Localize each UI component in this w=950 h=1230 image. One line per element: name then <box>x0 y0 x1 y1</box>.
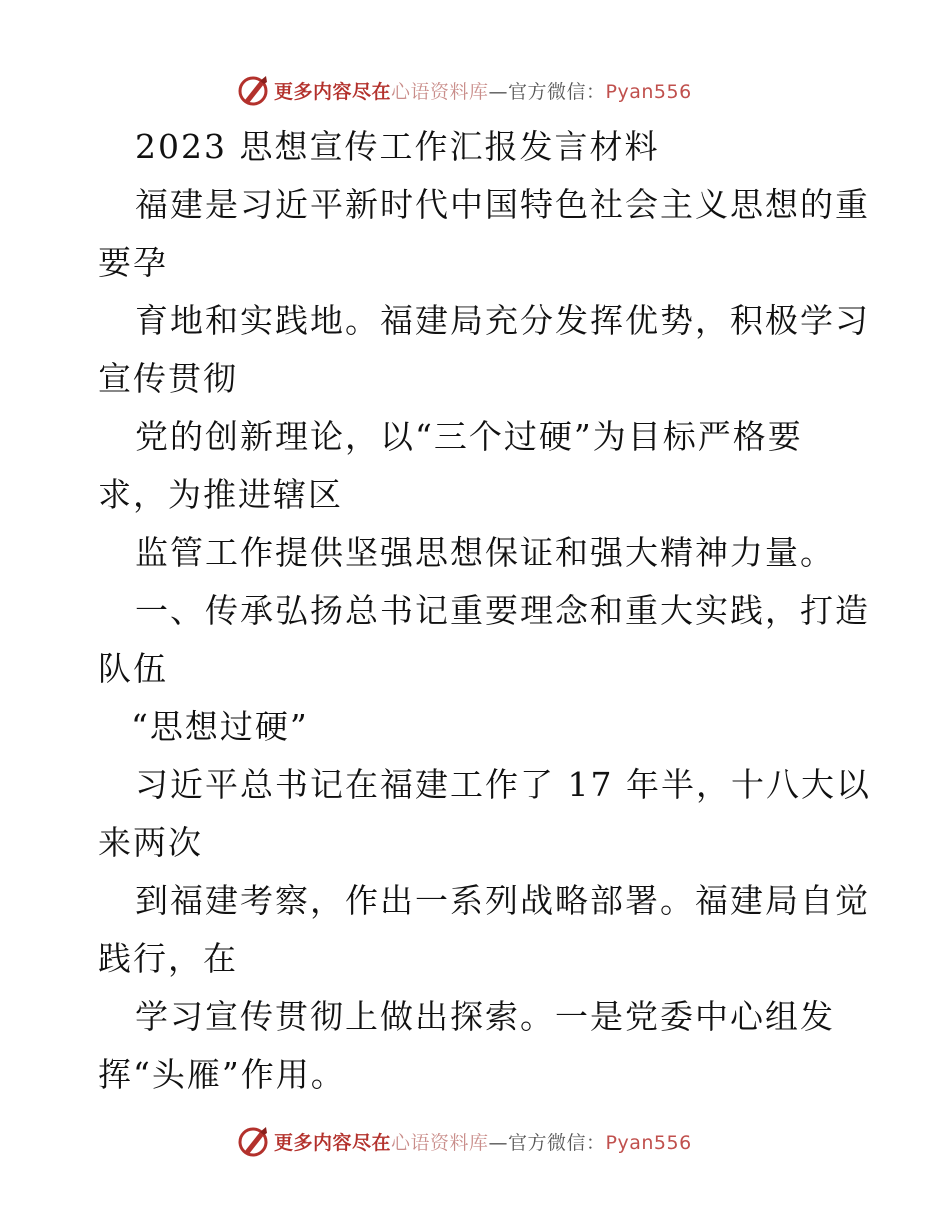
banner-wechat-id: Pyan556 <box>605 1131 692 1154</box>
paragraph-line: 挥“头雁”作用。 <box>98 1055 346 1094</box>
footer-banner <box>236 1124 692 1158</box>
pen-nib-circle-icon <box>236 73 270 107</box>
paragraph-line: 求，为推进辖区 <box>98 475 343 514</box>
pen-nib-circle-icon <box>236 1124 270 1158</box>
footer-banner-text <box>274 1128 692 1155</box>
paragraph-line: 要孕 <box>98 243 168 282</box>
paragraph-line: 监管工作提供坚强思想保证和强大精神力量。 <box>135 533 835 572</box>
banner-wechat-label: —官方微信： <box>488 1131 606 1154</box>
section-heading-line: “思想过硬” <box>131 707 309 746</box>
paragraph-line: 习近平总书记在福建工作了 17 年半，十八大以 <box>135 765 871 804</box>
banner-wechat-label: —官方微信： <box>488 80 606 103</box>
section-heading-line: 队伍 <box>98 649 168 688</box>
banner-promo-text: 更多内容尽在 <box>274 80 392 103</box>
section-heading-line: 一、传承弘扬总书记重要理念和重大实践，打造 <box>135 591 870 630</box>
paragraph-line: 践行，在 <box>98 939 238 978</box>
paragraph-line: 来两次 <box>98 823 203 862</box>
document-title: 2023 思想宣传工作汇报发言材料 <box>135 127 660 166</box>
paragraph-line: 到福建考察，作出一系列战略部署。福建局自觉 <box>135 881 870 920</box>
banner-library-name: 心语资料库 <box>391 1131 489 1154</box>
banner-wechat-id: Pyan556 <box>605 80 692 103</box>
paragraph-line: 学习宣传贯彻上做出探索。一是党委中心组发 <box>135 997 835 1036</box>
banner-promo-text: 更多内容尽在 <box>274 1131 392 1154</box>
paragraph-line: 福建是习近平新时代中国特色社会主义思想的重 <box>135 185 870 224</box>
paragraph-line: 党的创新理论，以“三个过硬”为目标严格要 <box>135 417 803 456</box>
header-banner-text <box>274 77 692 104</box>
paragraph-line: 宣传贯彻 <box>98 359 238 398</box>
document-body <box>98 118 871 1104</box>
banner-library-name: 心语资料库 <box>391 80 489 103</box>
paragraph-line: 育地和实践地。福建局充分发挥优势，积极学习 <box>135 301 870 340</box>
header-banner <box>236 73 692 107</box>
